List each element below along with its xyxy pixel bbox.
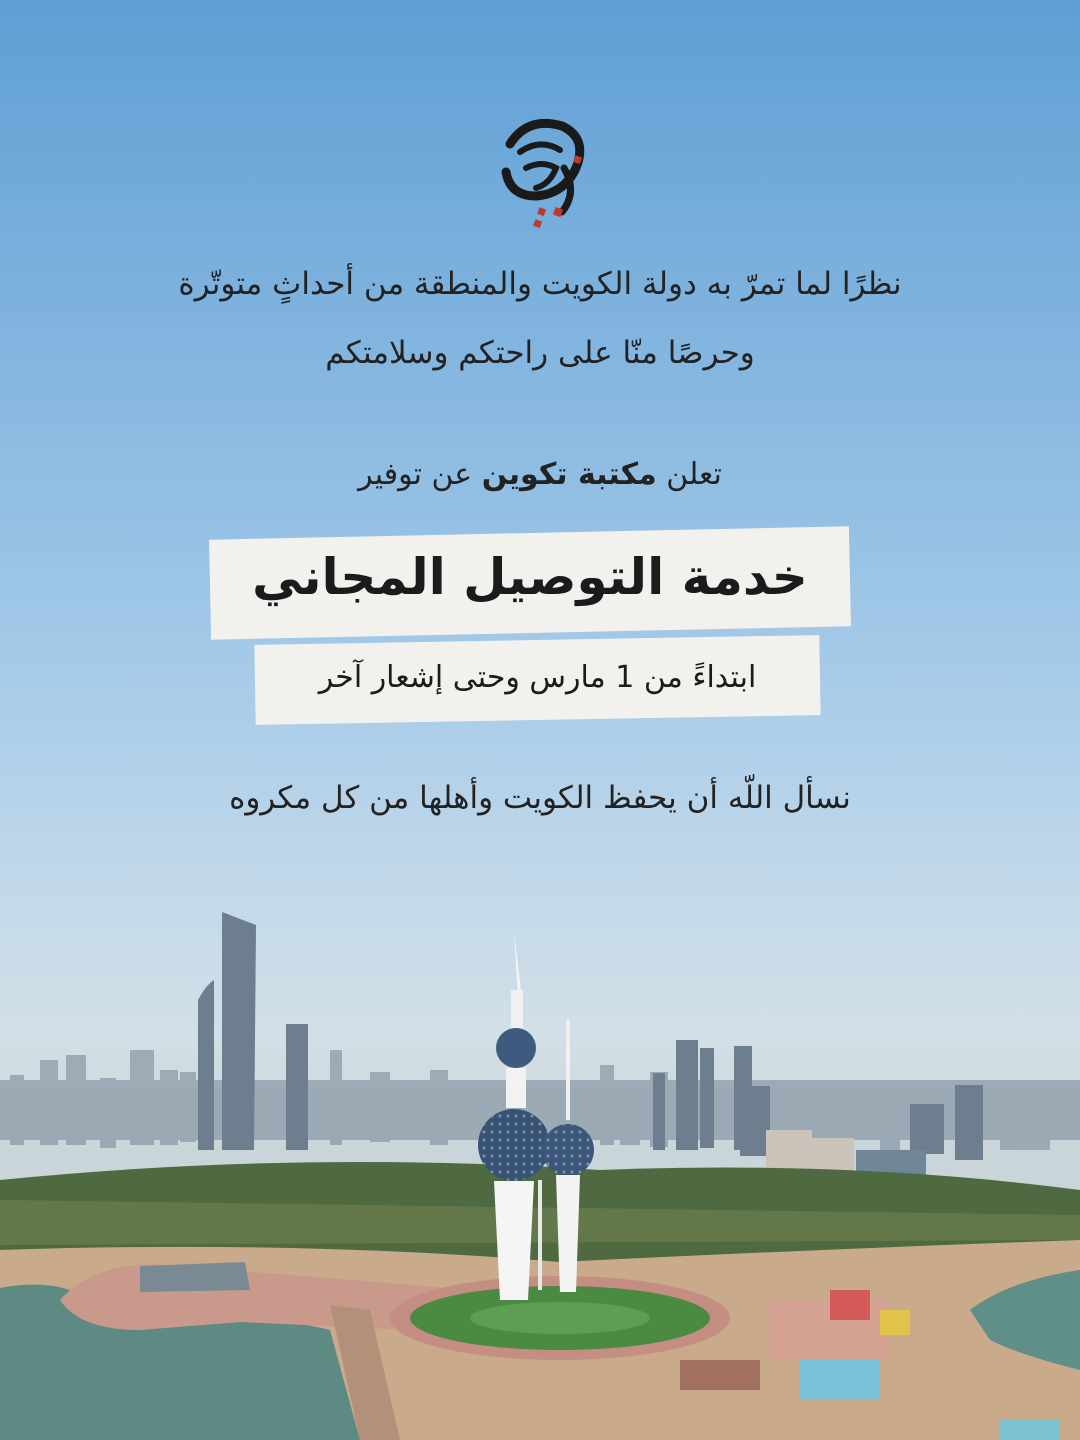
takween-calligraphy-logo	[480, 108, 600, 234]
announce-post: عن توفير	[358, 457, 473, 492]
announce-line	[0, 457, 1080, 492]
headline: خدمة التوصيل المجاني	[252, 548, 808, 606]
closing-line: نسأل اللّه أن يحفظ الكويت وأهلها من كل مكروه	[229, 780, 851, 816]
announce-pre: تعلن	[666, 457, 722, 492]
intro-line-1: نظرًا لما تمرّ به دولة الكويت والمنطقة من أحداثٍ متوتّرة	[178, 266, 902, 302]
intro-line-2: وحرصًا منّا على راحتكم وسلامتكم	[325, 335, 755, 371]
library-name: مكتبة تكوين	[481, 457, 657, 492]
date-range: ابتداءً من 1 مارس وحتى إشعار آخر	[318, 660, 757, 695]
